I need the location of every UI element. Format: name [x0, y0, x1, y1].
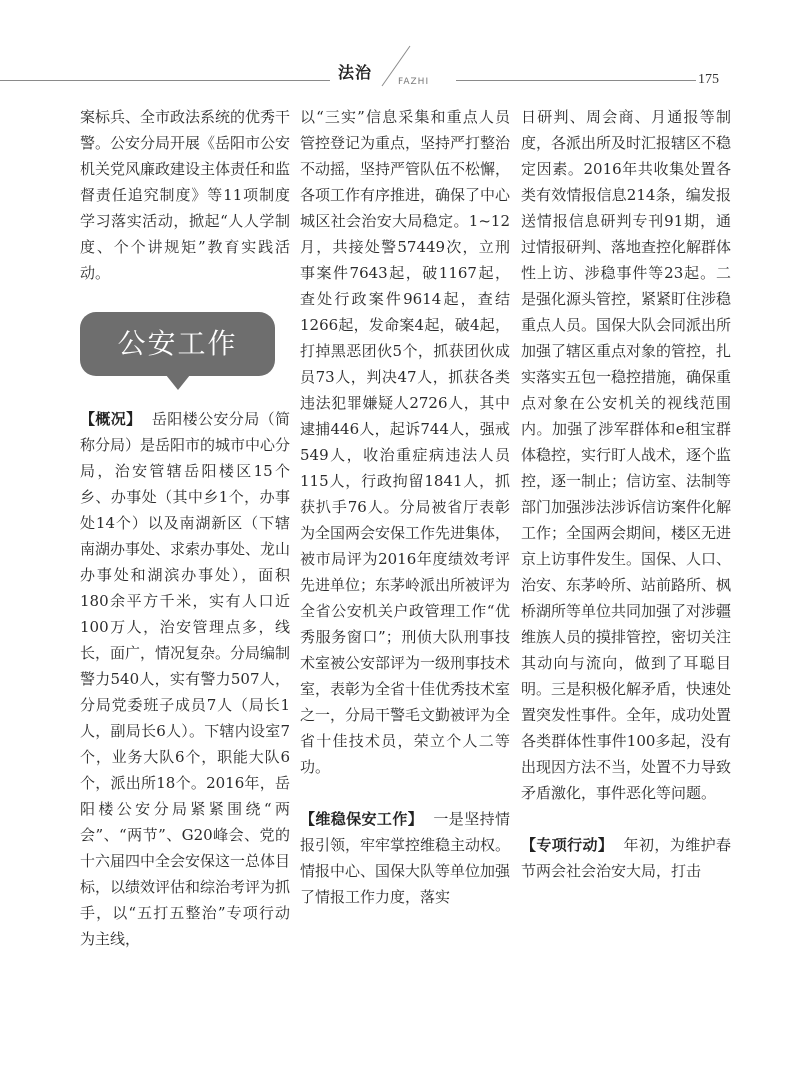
- text-column-1: [80, 104, 290, 952]
- section-title: 法治: [338, 63, 373, 82]
- special-action-text: 年初，为维护春节两会社会治安大局，打击: [521, 836, 731, 880]
- page-number: 175: [698, 72, 719, 87]
- paragraph-gap: [300, 780, 510, 806]
- banner-label: 公安工作: [117, 327, 238, 360]
- overview-tag: 【概况】: [80, 410, 142, 428]
- stability-text: 一是坚持情报引领，牢牢掌控维稳主动权。情报中心、国保大队等单位加强了情报工作力度，落实: [300, 810, 511, 906]
- text-column-3: [521, 104, 731, 884]
- page-header: [0, 0, 793, 100]
- stability-tag: 【维稳保安工作】: [300, 810, 424, 828]
- banner-pointer: [166, 375, 190, 390]
- header-slash-divider: [0, 0, 793, 100]
- paragraph-stability: [300, 806, 510, 910]
- section-subtitle: FAZHI: [398, 77, 430, 87]
- paragraph-commendation: 案标兵、全市政法系统的优秀干警。公安分局开展《岳阳市公安机关党风廉政建设主体责任和监督责任追究制度》等11项制度学习落实活动，掀起“人人学制度、个个讲规矩”教育实践活动。: [80, 108, 291, 282]
- header-rule-right: [456, 80, 696, 81]
- overview-text: 岳阳楼公安分局（简称分局）是岳阳市的城市中心分局，治安管辖岳阳楼区15个乡、办事处（其中乡1个，办事处14个）以及南湖新区（下辖南湖办事处、求索办事处、龙山办事处和湖滨办事处），面积180余平方千米，实有人口近100万人，治安管理点多，线长，面广，情况复杂。分局编制警力540人，实有警力507人，分局党委班子成员7人（局长1人，副局长6人）。下辖内设室7个，业务大队6个，职能大队6个，派出所18个。2016年，岳阳楼公安分局紧紧围绕“两会”、“两节”、G20峰会、党的十六届四中全会安保这一总体目标，以绩效评估和综治考评为抓手，以“五打五整治”专项行动为主线，: [80, 410, 291, 948]
- special-action-tag: 【专项行动】: [521, 836, 614, 854]
- paragraph-intelligence: 日研判、周会商、月通报等制度，各派出所及时汇报辖区不稳定因素。2016年共收集处置各类有效情报信息214条，编发报送情报信息研判专刊91期，通过情报研判、落地查控化解群体性上访、涉稳事件等23起。二是强化源头管控，紧紧盯住涉稳重点人员。国保大队会同派出所加强了辖区重点对象的管控，扎实落实五包一稳控措施，确保重点对象在公安机关的视线范围内。加强了涉军群体和e租宝群体稳控，实行盯人战术，逐个监控，逐一制止；信访室、法制等部门加强涉法涉诉信访案件化解工作；全国两会期间，楼区无进京上访事件发生。国保、人口、治安、东茅岭所、站前路所、枫桥湖所等单位共同加强了对涉疆维族人员的摸排管控，密切关注其动向与流向，做到了耳聪目明。三是积极化解矛盾，快速处置突发性事件。全年，成功处置各类群体性事件100多起，没有出现因方法不当，处置不力导致矛盾激化，事件恶化等问题。: [521, 108, 732, 802]
- paragraph-special-action: [521, 832, 731, 884]
- paragraph-statistics: 以“三实”信息采集和重点人员管控登记为重点，坚持严打整治不动摇，坚持严管队伍不松懈，各项工作有序推进，确保了中心城区社会治安大局稳定。1~12月，共接处警57449次，立刑事案件7643起，破1167起，查处行政案件9614起，查结1266起，发命案4起，破4起，打掉黑恶团伙5个，抓获团伙成员73人，判决47人，抓获各类违法犯罪嫌疑人2726人，其中逮捕446人，起诉744人，强戒549人，收治重症病违法人员115人，行政拘留1841人，抓获扒手76人。分局被省厅表彰为全国两会安保工作先进集体，被市局评为2016年度绩效考评先进单位；东茅岭派出所被评为全省公安机关户政管理工作“优秀服务窗口”；刑侦大队刑事技术室被公安部评为一级刑事技术室，表彰为全省十佳优秀技术室之一，分局干警毛文勤被评为全省十佳技术员，荣立个人二等功。: [300, 108, 511, 776]
- text-column-2: [300, 104, 510, 910]
- paragraph-gap: [521, 806, 731, 832]
- paragraph-overview: [80, 406, 290, 952]
- section-banner: [80, 312, 275, 376]
